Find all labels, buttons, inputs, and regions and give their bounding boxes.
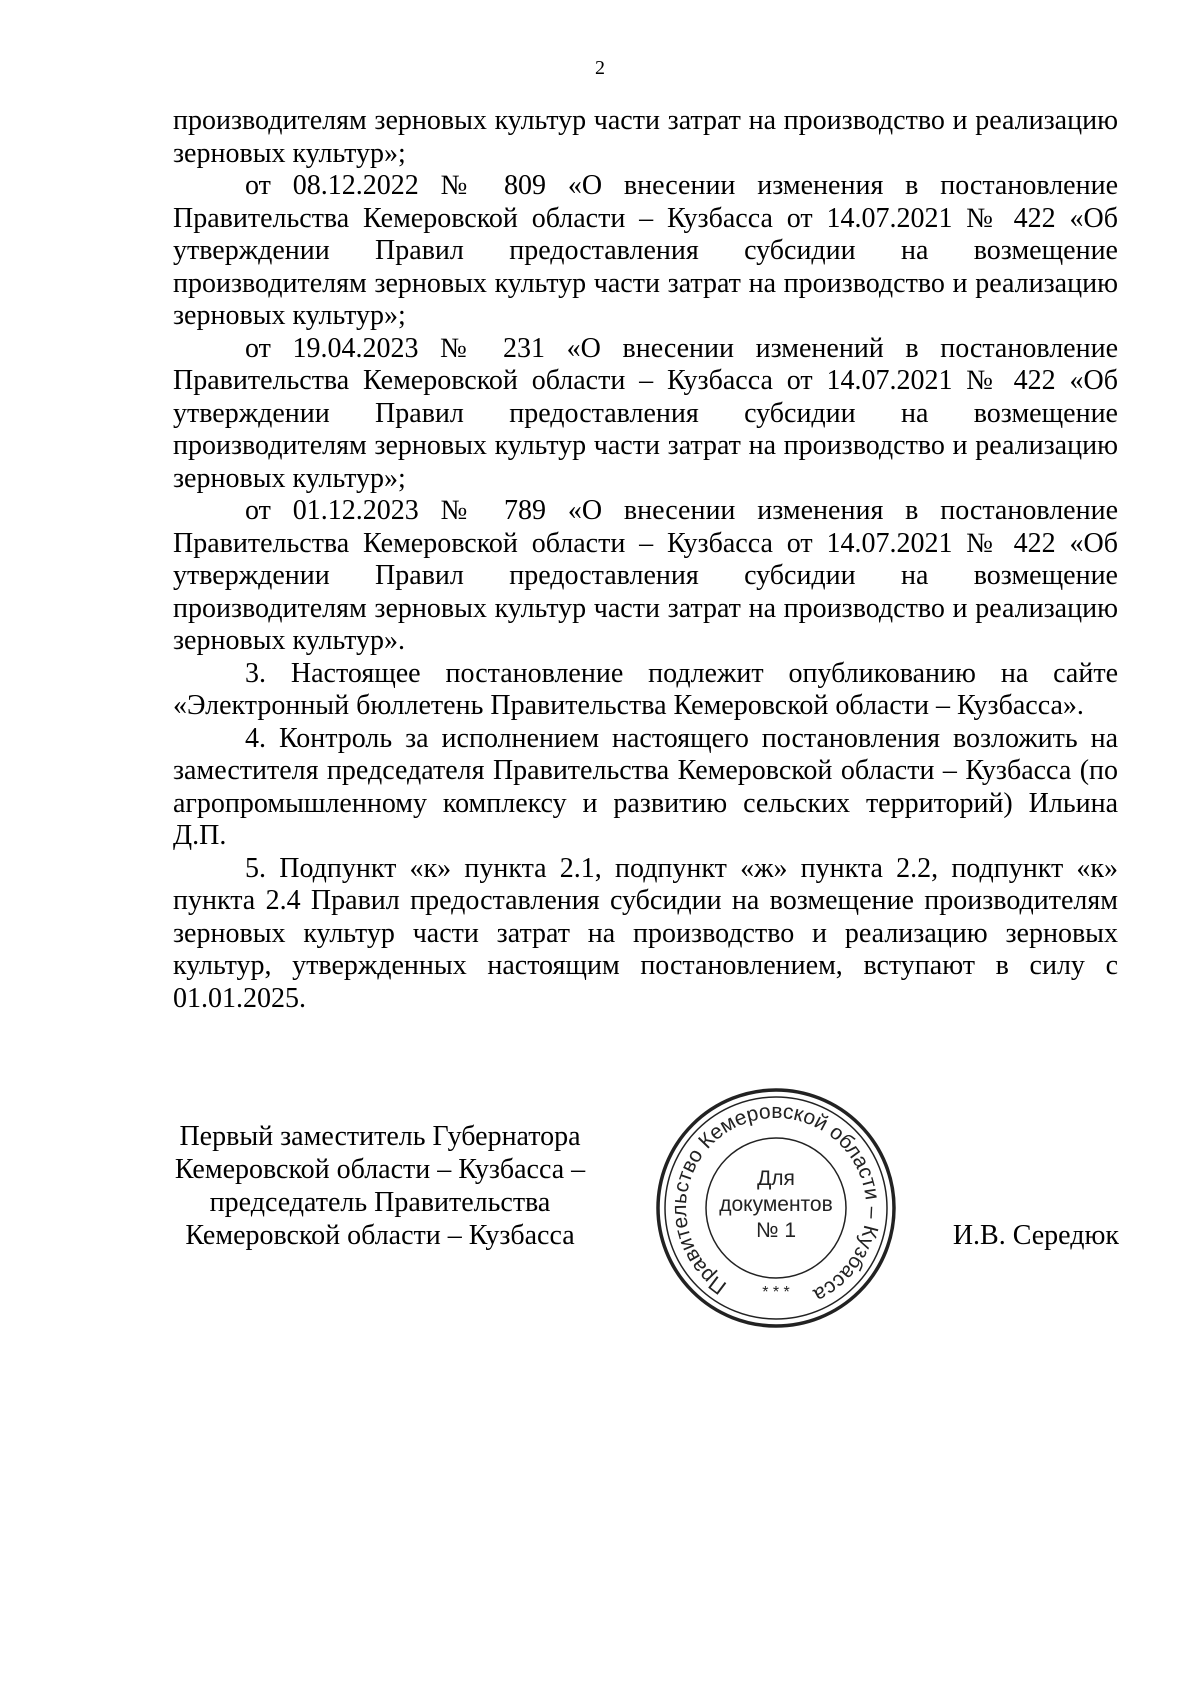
page-number: 2 <box>595 57 605 79</box>
signatory-position <box>150 1120 610 1252</box>
paragraph-item-4: 4. Контроль за исполнением настоящего постановления возложить на заместителя председателя Правительства Кемеровской области – Кузбасса (по агропромышленному комплексу и развитию сельских территорий) Ильина Д.П. <box>173 722 1118 851</box>
paragraph-continuation: производителям зерновых культур части затрат на производство и реализацию зерновых культур»; <box>173 105 1118 169</box>
paragraph-amendment-789: от 01.12.2023 № 789 «О внесении изменения в постановление Правительства Кемеровской области – Кузбасса от 14.07.2021 № 422 «Об утверждении Правил предоставления субсидии на возмещение производителям зерновых культур части затрат на производство и реализацию зерновых культур». <box>173 495 1118 656</box>
signatory-position-line: Кемеровской области – Кузбасса <box>185 1220 575 1251</box>
paragraph-amendment-231: от 19.04.2023 № 231 «О внесении изменений в постановление Правительства Кемеровской области – Кузбасса от 14.07.2021 № 422 «Об утверждении Правил предоставления субсидии на возмещение производителям зерновых культур части затрат на производство и реализацию зерновых культур»; <box>173 332 1118 494</box>
official-seal <box>653 1085 899 1331</box>
signatory-position-line: председатель Правительства <box>209 1187 551 1218</box>
signatory-position-line: Кемеровской области – Кузбасса – <box>174 1154 586 1185</box>
signatory-name: И.В. Середюк <box>952 1220 1119 1251</box>
paragraph-item-5: 5. Подпункт «к» пункта 2.1, подпункт «ж» пункта 2.2, подпункт «к» пункта 2.4 Правил предоставления субсидии на возмещение производителям зерновых культур части затрат на производство и реализацию зерновых культур, утвержденных настоящим постановлением, вступают в силу с 01.01.2025. <box>173 852 1118 1014</box>
paragraph-item-3: 3. Настоящее постановление подлежит опубликованию на сайте «Электронный бюллетень Правительства Кемеровской области – Кузбасса». <box>173 657 1118 721</box>
paragraph-amendment-809: от 08.12.2022 № 809 «О внесении изменения в постановление Правительства Кемеровской области – Кузбасса от 14.07.2021 № 422 «Об утверждении Правил предоставления субсидии на возмещение производителям зерновых культур части затрат на производство и реализацию зерновых культур»; <box>173 170 1118 331</box>
seal-ring-text-path: Правительство Кемеровской области – Кузбасса <box>667 1099 885 1307</box>
document-body <box>173 105 1118 1015</box>
seal-stars: * * * <box>762 1284 790 1301</box>
seal-center-line-3: № 1 <box>755 1219 797 1242</box>
signatory-position-line: Первый заместитель Губернатора <box>179 1121 581 1152</box>
seal-center-line-1: Для <box>757 1167 795 1190</box>
seal-center-line-2: документов <box>719 1193 833 1216</box>
